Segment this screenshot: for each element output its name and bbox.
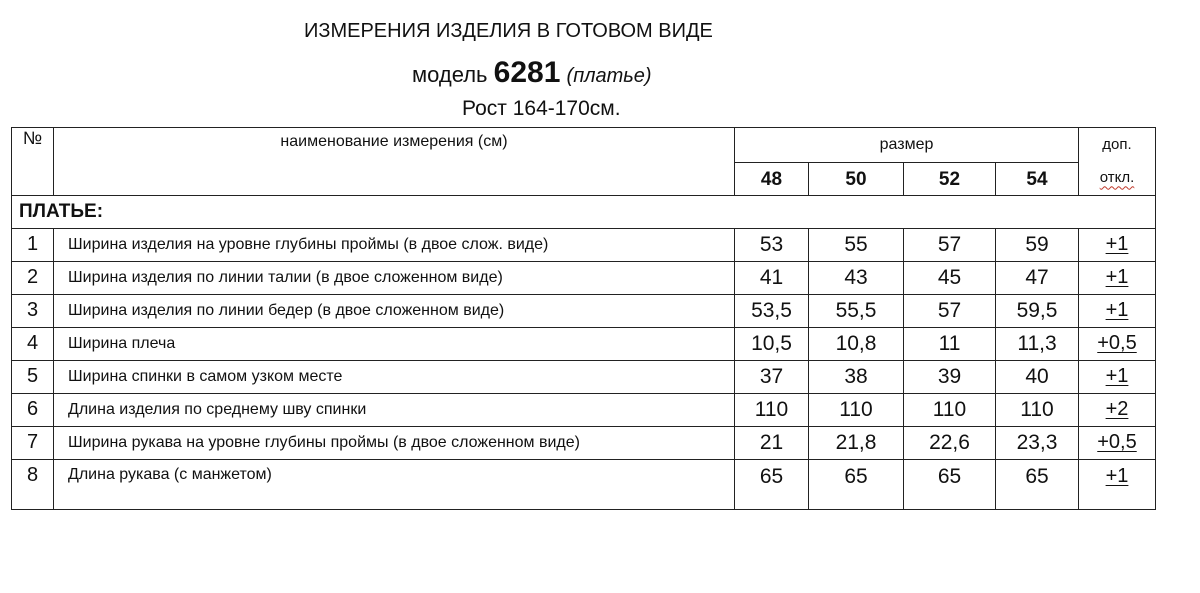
value-48: 41 <box>735 261 809 294</box>
row-number: 8 <box>12 459 54 509</box>
measurements-table <box>11 127 1156 510</box>
value-48: 53 <box>735 228 809 261</box>
table-row <box>12 459 1156 509</box>
tolerance: +2 <box>1079 393 1156 426</box>
value-52: 22,6 <box>904 426 996 459</box>
value-48: 65 <box>735 459 809 509</box>
tolerance: +0,5 <box>1079 327 1156 360</box>
tolerance: +1 <box>1079 459 1156 509</box>
row-number: 6 <box>12 393 54 426</box>
value-52: 57 <box>904 294 996 327</box>
value-52: 65 <box>904 459 996 509</box>
value-54: 40 <box>996 360 1079 393</box>
value-52: 39 <box>904 360 996 393</box>
value-48: 110 <box>735 393 809 426</box>
value-48: 37 <box>735 360 809 393</box>
size-header-50: 50 <box>809 162 904 195</box>
tolerance: +0,5 <box>1079 426 1156 459</box>
value-48: 10,5 <box>735 327 809 360</box>
value-50: 21,8 <box>809 426 904 459</box>
col-no-header-cont <box>12 162 54 195</box>
tolerance: +1 <box>1079 360 1156 393</box>
row-number: 1 <box>12 228 54 261</box>
col-tol-header-bottom: откл. <box>1079 162 1156 195</box>
value-50: 10,8 <box>809 327 904 360</box>
value-52: 11 <box>904 327 996 360</box>
col-no-header: № <box>12 128 54 163</box>
tolerance: +1 <box>1079 261 1156 294</box>
size-header-52: 52 <box>904 162 996 195</box>
measurement-name: Ширина изделия на уровне глубины проймы (в двое слож. виде) <box>54 228 735 261</box>
header-row-top <box>12 128 1156 163</box>
table-row <box>12 393 1156 426</box>
measurement-name: Ширина плеча <box>54 327 735 360</box>
col-size-header: размер <box>735 128 1079 163</box>
table-row <box>12 426 1156 459</box>
measurement-name: Ширина рукава на уровне глубины проймы (в двое сложенном виде) <box>54 426 735 459</box>
model-line <box>412 56 652 90</box>
tolerance: +1 <box>1079 294 1156 327</box>
row-number: 5 <box>12 360 54 393</box>
value-50: 55 <box>809 228 904 261</box>
value-50: 55,5 <box>809 294 904 327</box>
col-name-header-cont <box>54 162 735 195</box>
value-54: 23,3 <box>996 426 1079 459</box>
value-54: 11,3 <box>996 327 1079 360</box>
section-row <box>12 195 1156 228</box>
value-50: 43 <box>809 261 904 294</box>
row-number: 4 <box>12 327 54 360</box>
measurement-name: Ширина изделия по линии бедер (в двое сложенном виде) <box>54 294 735 327</box>
size-header-54: 54 <box>996 162 1079 195</box>
measurement-name: Ширина спинки в самом узком месте <box>54 360 735 393</box>
header-row-sizes <box>12 162 1156 195</box>
row-number: 3 <box>12 294 54 327</box>
value-50: 38 <box>809 360 904 393</box>
model-prefix: модель <box>412 62 488 87</box>
value-52: 57 <box>904 228 996 261</box>
value-52: 110 <box>904 393 996 426</box>
table-row <box>12 360 1156 393</box>
table-row <box>12 228 1156 261</box>
value-52: 45 <box>904 261 996 294</box>
col-tol-header-top: доп. <box>1079 128 1156 163</box>
value-54: 110 <box>996 393 1079 426</box>
table-row <box>12 261 1156 294</box>
value-48: 53,5 <box>735 294 809 327</box>
height-range: Рост 164-170см. <box>462 97 621 120</box>
model-type: (платье) <box>566 65 652 87</box>
measurement-name: Ширина изделия по линии талии (в двое сложенном виде) <box>54 261 735 294</box>
size-header-48: 48 <box>735 162 809 195</box>
table-row <box>12 327 1156 360</box>
value-54: 65 <box>996 459 1079 509</box>
row-number: 7 <box>12 426 54 459</box>
value-50: 110 <box>809 393 904 426</box>
table-row <box>12 294 1156 327</box>
measurement-name: Длина изделия по среднему шву спинки <box>54 393 735 426</box>
measurement-name: Длина рукава (с манжетом) <box>54 459 735 509</box>
col-name-header: наименование измерения (см) <box>54 128 735 163</box>
model-number: 6281 <box>493 56 561 89</box>
value-48: 21 <box>735 426 809 459</box>
value-54: 59 <box>996 228 1079 261</box>
document-title: ИЗМЕРЕНИЯ ИЗДЕЛИЯ В ГОТОВОМ ВИДЕ <box>304 20 713 42</box>
value-54: 59,5 <box>996 294 1079 327</box>
row-number: 2 <box>12 261 54 294</box>
value-54: 47 <box>996 261 1079 294</box>
tolerance: +1 <box>1079 228 1156 261</box>
section-title: ПЛАТЬЕ: <box>12 195 1156 228</box>
value-50: 65 <box>809 459 904 509</box>
